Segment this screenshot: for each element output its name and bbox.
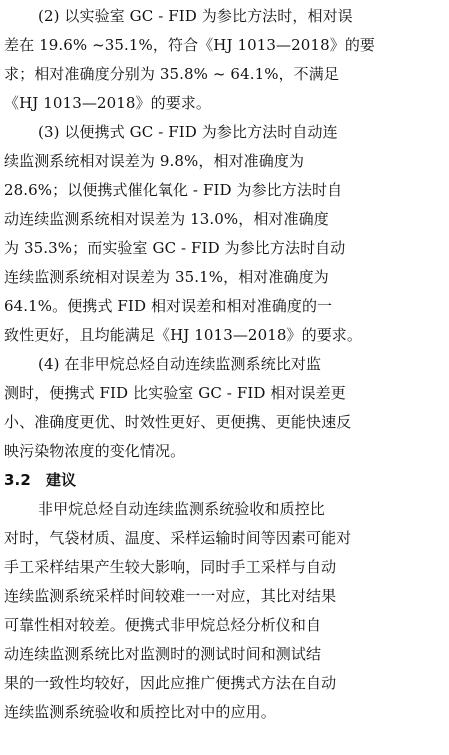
paragraph-4-line-1: (4) 在非甲烷总烃自动连续监测系统比对监: [38, 355, 322, 373]
paragraph-3-line-1: (3) 以便携式 GC - FID 为参比方法时自动连: [38, 123, 338, 141]
paragraph-2-line-4: 《HJ 1013—2018》的要求。: [4, 94, 212, 112]
paragraph-2-line-1: (2) 以实验室 GC - FID 为参比方法时，相对误: [38, 7, 353, 25]
recommendation-line-5: 可靠性相对较差。便携式非甲烷总烃分析仪和自: [4, 616, 322, 634]
paragraph-2-line-3: 求；相对准确度分别为 35.8% ~ 64.1%，不满足: [4, 65, 339, 83]
paragraph-3-line-7: 64.1%。便携式 FID 相对误差和相对准确度的一: [4, 297, 333, 315]
recommendation-line-2: 对时，气袋材质、温度、采样运输时间等因素可能对: [4, 529, 352, 547]
paragraph-3-line-4: 动连续监测系统相对误差为 13.0%，相对准确度: [4, 210, 329, 228]
recommendation-line-6: 动连续监测系统比对监测时的测试时间和测试结: [4, 645, 322, 663]
recommendation-line-8: 连续监测系统验收和质控比对中的应用。: [4, 703, 276, 721]
paragraph-2-line-2: 差在 19.6% ~35.1%，符合《HJ 1013—2018》的要: [4, 36, 376, 54]
paragraph-3-line-8: 致性更好，且均能满足《HJ 1013—2018》的要求。: [4, 326, 363, 344]
recommendation-line-3: 手工采样结果产生较大影响，同时手工采样与自动: [4, 558, 337, 576]
paragraph-4-line-3: 小、准确度更优、时效性更好、更便携、更能快速反: [4, 413, 352, 431]
paragraph-4-line-4: 映污染物浓度的变化情况。: [4, 442, 186, 460]
paragraph-4-line-2: 测时，便携式 FID 比实验室 GC - FID 相对误差更: [4, 384, 346, 402]
recommendation-line-4: 连续监测系统采样时间较难一一对应，其比对结果: [4, 587, 337, 605]
paragraph-3-line-5: 为 35.3%；而实验室 GC - FID 为参比方法时自动: [4, 239, 346, 257]
paragraph-3-line-6: 连续监测系统相对误差为 35.1%，相对准确度为: [4, 268, 329, 286]
recommendation-line-7: 果的一致性均较好，因此应推广便携式方法在自动: [4, 674, 337, 692]
section-heading: 3.2 建议: [4, 471, 77, 489]
paragraph-3-line-2: 续监测系统相对误差为 9.8%，相对准确度为: [4, 152, 305, 170]
recommendation-line-1: 非甲烷总烃自动连续监测系统验收和质控比: [38, 500, 325, 518]
paragraph-3-line-3: 28.6%；以便携式催化氧化 - FID 为参比方法时自: [4, 181, 343, 199]
